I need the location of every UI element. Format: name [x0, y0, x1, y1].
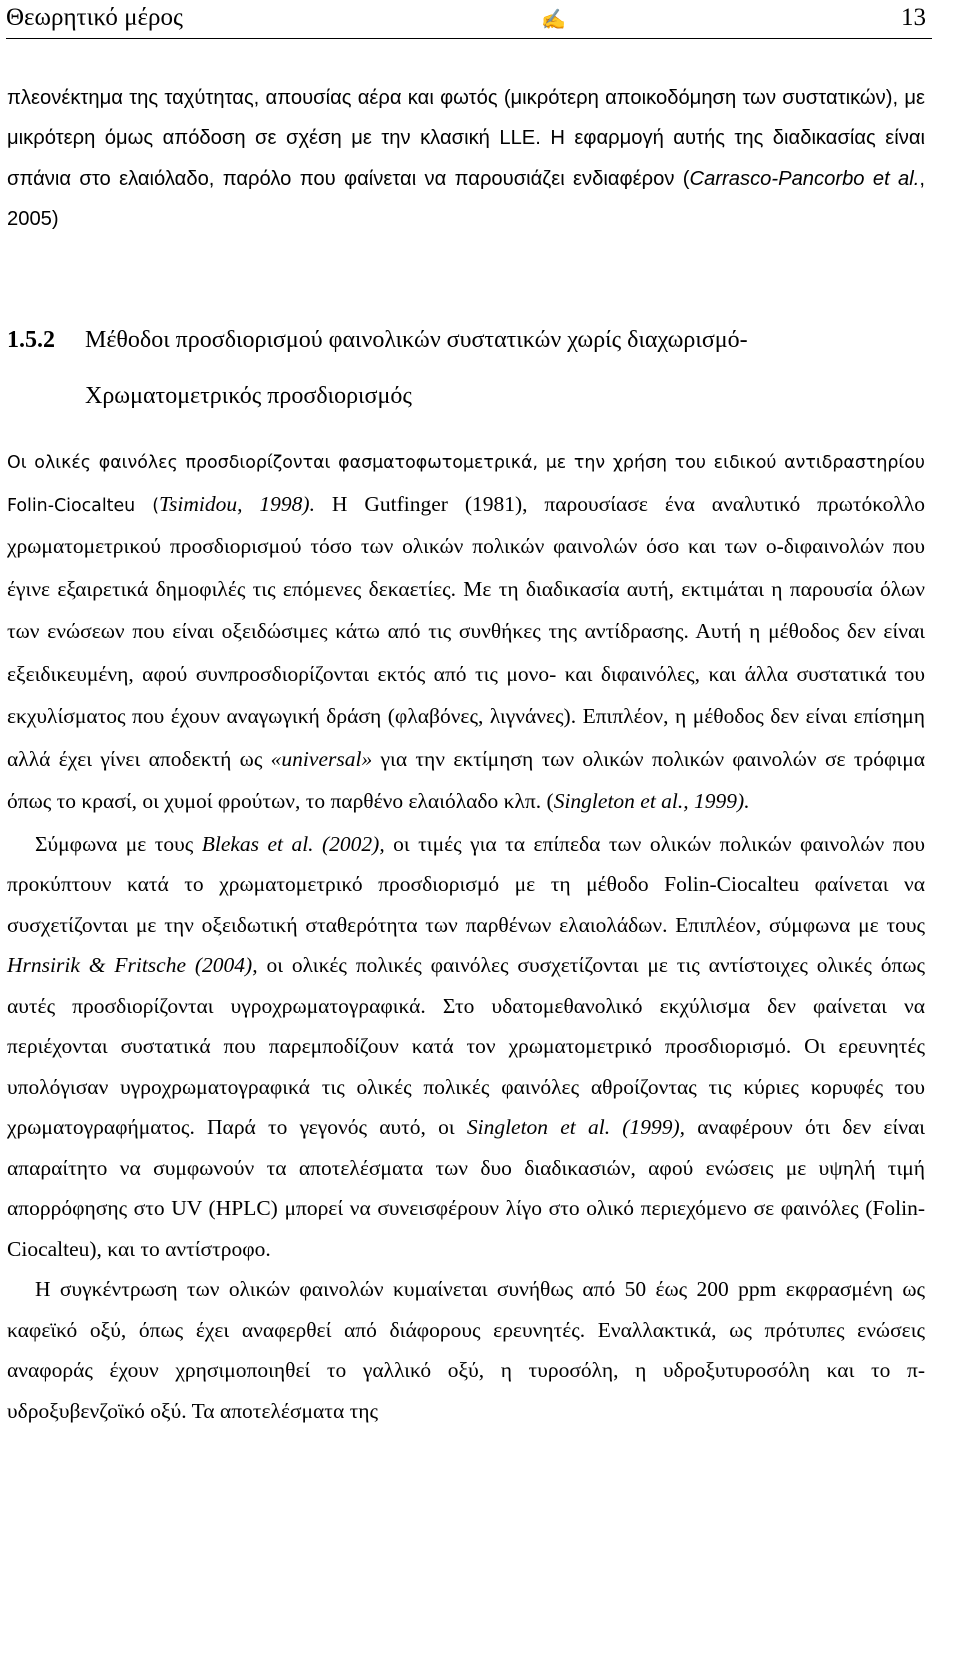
intro-year: , 2005)	[7, 167, 925, 230]
p1-text-a: Οι ολικές φαινόλες προσδιορίζονται φασματοφωτομετρικά, με την χρήση του ειδικού αντιδραστηρίου Folin-Ciocalteu (	[7, 453, 925, 516]
intro-text: πλεονέκτημα της ταχύτητας, απουσίας αέρα και φωτός (μικρότερη αποικοδόμηση των συστατικών), με μικρότερη όμως απόδοση σε σχέση με την κλασική LLE. Η εφαρμογή αυτής της διαδικασίας είναι σπάνια στο ελαιόλαδο, παρόλο που φαίνεται να παρουσιάζει ενδιαφέρον (	[7, 87, 925, 190]
header-rule	[6, 38, 932, 39]
page-number: 13	[901, 4, 926, 31]
p1-universal: «universal»	[270, 746, 373, 771]
p2-text-d: αναφέρουν ότι δεν είναι απαραίτητο να συμφωνούν τα αποτελέσματα των δυο διαδικασιών, αφού ενώσεις με υψηλή τιμή απορρόφησης στο UV (HPLC) μπορεί να συνεισφέρουν λίγο στο ολικό περιεχόμενο σε φαινόλες (Folin-Ciocalteu), και το αντίστροφο.	[7, 1115, 925, 1261]
section-title: Μέθοδοι προσδιορισμού φαινολικών συστατικών χωρίς διαχωρισμό-	[85, 327, 748, 353]
intro-paragraph	[7, 78, 925, 239]
p2-text-c: οι ολικές πολικές φαινόλες συσχετίζονται με τις αντίστοιχες ολικές όπως αυτές προσδιορίζονται υγροχρωματογραφικά. Στο υδατομεθανολικό εκχύλισμα δεν φαίνεται να περιέχονται συστατικά που παρεμποδίζουν κατά τον χρωματομετρικό προσδιορισμό. Οι ερευνητές υπολόγισαν υγροχρωματογραφικά τις ολικές πολικές φαινόλες αθροίζοντας τις κύριες κορυφές του χρωματογραφήματος. Παρά το γεγονός αυτό, οι	[7, 953, 925, 1139]
intro-citation: Carrasco-Pancorbo et al.	[689, 167, 920, 190]
running-title: Θεωρητικό μέρος	[6, 4, 183, 31]
paragraph-1	[7, 443, 925, 824]
section-number: 1.5.2	[7, 327, 55, 353]
page-header	[6, 2, 930, 34]
section-body	[7, 443, 925, 1431]
p2-text-b: οι τιμές για τα επίπεδα των ολικών πολικών φαινολών που προκύπτουν κατά το χρωματομετρικό προσδιορισμό με τη μέθοδο Folin-Ciocalteu φαίνεται να συσχετίζονται με την οξειδωτική σταθερότητα των παρθένων ελαιολάδων. Επιπλέον, σύμφωνα με τους	[7, 831, 925, 937]
p2-citation-2: Hrnsirik & Fritsche (2004),	[7, 953, 258, 977]
paragraph-2	[7, 824, 925, 1270]
p1-text-b: Η Gutfinger (1981), παρουσίασε ένα αναλυτικό πρωτόκολλο χρωματομετρικού προσδιορισμού τόσο των ολικών πολικών φαινολών όσο και των ο-διφαινολών που έγινε εξαιρετικά δημοφιλές τις επόμενες δεκαετίες. Με τη διαδικασία αυτή, εκτιμάται η παρουσία όλων των ενώσεων που είναι οξειδώσιμες κάτω από τις συνθήκες της αντίδρασης. Αυτή η μέθοδος δεν είναι εξειδικευμένη, αφού συνπροσδιορίζονται εκτός από τις μονο- και διφαινόλες, και άλλα συστατικά του εκχυλίσματος που έχουν αναγωγική δράση (φλαβόνες, λιγνάνες). Επιπλέον, η μέθοδος δεν είναι επίσημη αλλά έχει γίνει αποδεκτή ως	[7, 491, 925, 771]
paragraph-3	[7, 1269, 925, 1431]
p2-year: (2002),	[313, 831, 385, 856]
p1-citation: Tsimidou, 1998).	[159, 491, 315, 516]
p1-citation-2: Singleton et al., 1999).	[553, 789, 750, 813]
section-subtitle: Χρωματομετρικός προσδιορισμός	[85, 383, 412, 409]
p2-citation-3: Singleton et al. (1999),	[466, 1115, 685, 1139]
section-heading	[7, 324, 927, 356]
p2-text-a: Σύμφωνα με τους	[35, 831, 202, 856]
p2-citation: Blekas et al.	[201, 831, 314, 856]
p3-text: Η συγκέντρωση των ολικών φαινολών κυμαίνεται συνήθως από 50 έως 200 ppm εκφρασμένη ως καφεϊκό οξύ, όπως έχει αναφερθεί από διάφορους ερευνητές. Εναλλακτικά, ως πρότυπες ενώσεις αναφοράς έχουν χρησιμοποιηθεί το γαλλικό οξύ, η τυροσόλη, η υδροξυτυροσόλη και το π-υδροξυβενζοϊκό οξύ. Τα αποτελέσματα της	[7, 1277, 925, 1423]
pen-ornament-icon: ✍	[541, 9, 566, 31]
p1-text-c: για την εκτίμηση των ολικών πολικών φαινολών σε τρόφιμα όπως το κρασί, οι χυμοί φρούτων, το παρθένο ελαιόλαδο κλπ. (	[7, 746, 925, 813]
